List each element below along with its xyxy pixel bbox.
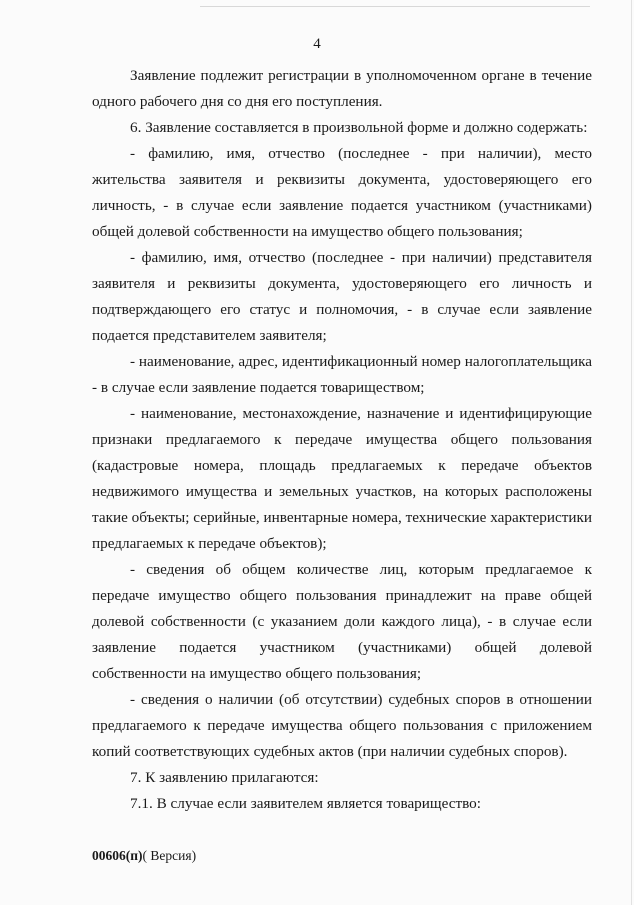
document-version: ( Версия) (142, 848, 197, 863)
scan-edge-top (200, 6, 590, 7)
list-item-applicant-name: - фамилию, имя, отчество (последнее - при наличии), место жительства заявителя и реквизиты документа, удостоверяющего его личность, - в случае если заявление подается участником (участниками) общей долевой собственности на имущество общего пользования; (92, 145, 592, 240)
list-item-court-disputes: - сведения о наличии (об отсутствии) судебных споров в отношении предлагаемого к передаче имущества общего пользования с приложением копий соответствующих судебных актов (при наличии судебных споров). (92, 691, 592, 760)
document-footer (92, 848, 196, 864)
paragraph-section-7: 7. К заявлению прилагаются: (130, 769, 319, 786)
paragraph-section-6: 6. Заявление составляется в произвольной форме и должно содержать: (130, 119, 588, 136)
paragraph-registration: Заявление подлежит регистрации в уполномоченном органе в течение одного рабочего дня со дня его поступления. (92, 67, 592, 110)
list-item-property-details: - наименование, местонахождение, назначение и идентифицирующие признаки предлагаемого к передаче имущества общего пользования (кадастровые номера, площадь предлагаемых к передаче объектов недвижимого имущества и земельных участков, на которых расположены такие объекты; серийные, инвентарные номера, технические характеристики предлагаемых к передаче объектов); (92, 405, 592, 552)
scan-edge-right (631, 0, 632, 905)
list-item-representative-name: - фамилию, имя, отчество (последнее - при наличии) представителя заявителя и реквизиты документа, удостоверяющего его личность и подтверждающего его статус и полномочия, - в случае если заявление подается представителем заявителя; (92, 249, 592, 344)
document-code: 00606(п) (92, 848, 143, 863)
list-item-partnership-details: - наименование, адрес, идентификационный номер налогоплательщика - в случае если заявление подается товариществом; (92, 353, 592, 396)
page-number: 4 (313, 36, 321, 52)
paragraph-section-7-1: 7.1. В случае если заявителем является товарищество: (130, 795, 481, 812)
list-item-owners-count: - сведения об общем количестве лиц, которым предлагаемое к передаче имущество общего пользования принадлежит на праве общей долевой собственности (с указанием доли каждого лица), - в случае если заявление подается участником (участниками) общей долевой собственности на имущество общего пользования; (92, 561, 592, 682)
document-body (92, 63, 592, 817)
